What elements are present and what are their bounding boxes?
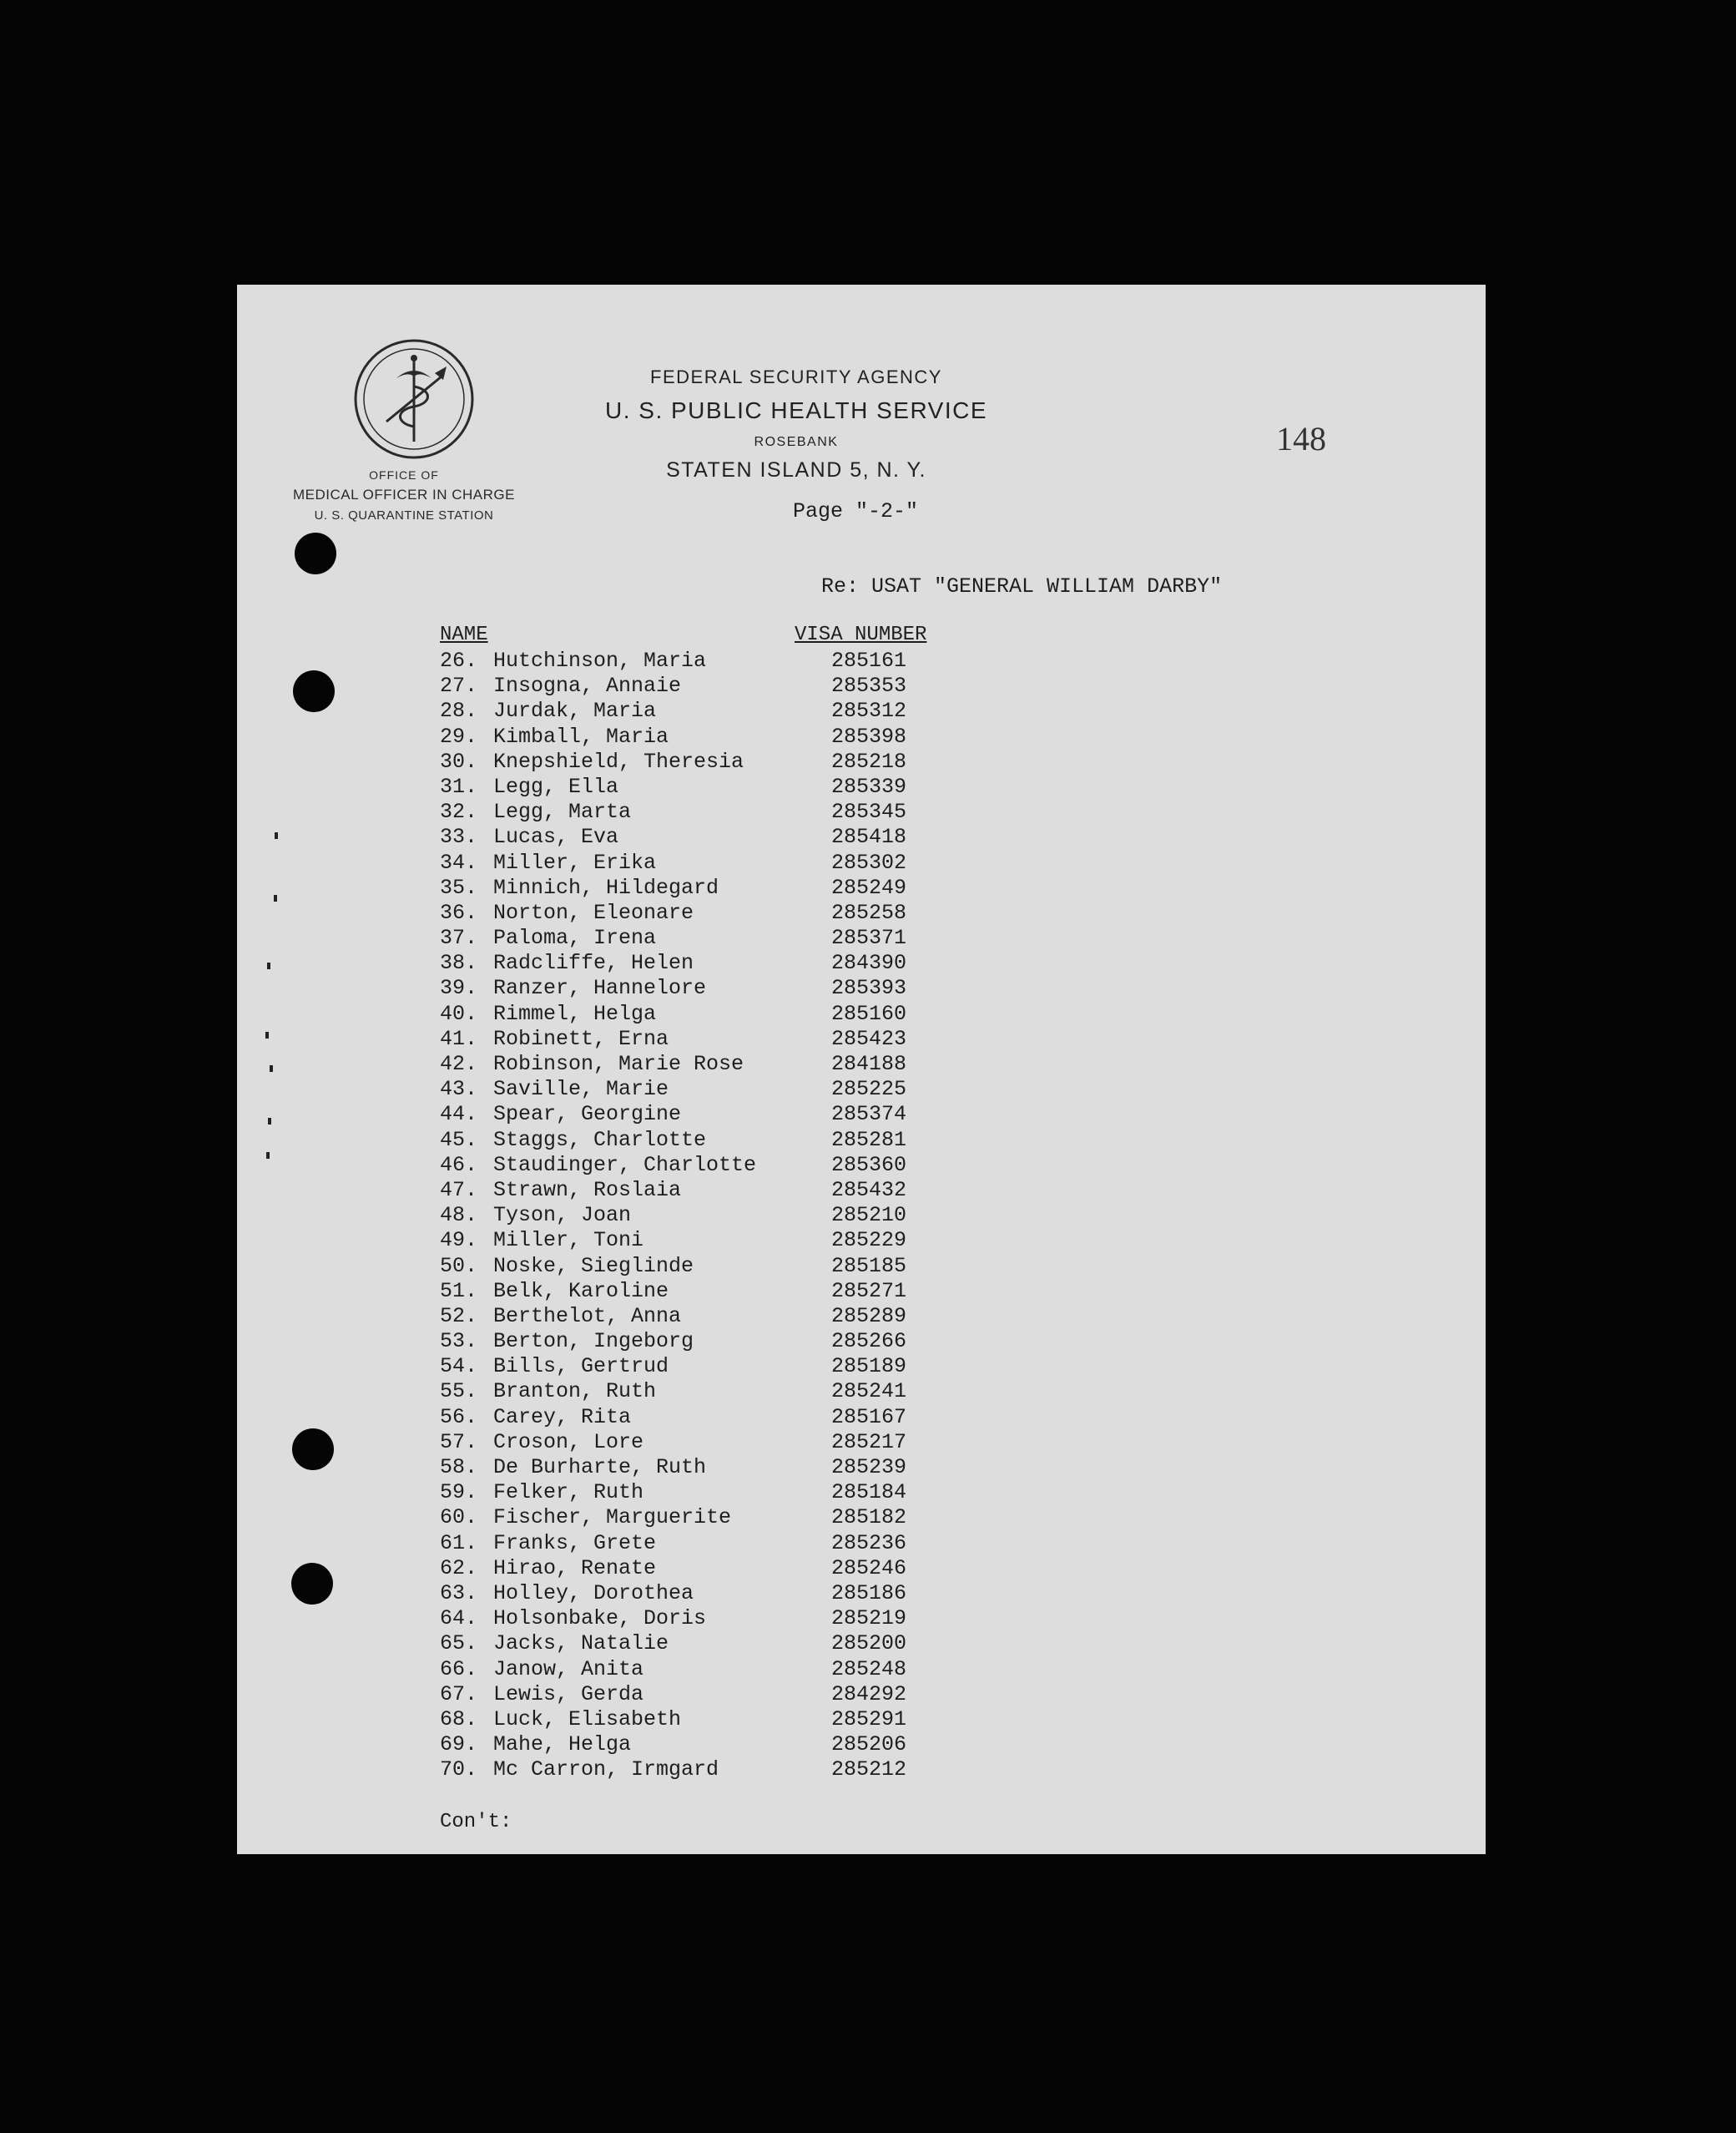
list-item — [440, 976, 907, 1001]
entry-name: Branton, Ruth — [493, 1379, 657, 1404]
service-heading: U. S. PUBLIC HEALTH SERVICE — [604, 397, 988, 423]
entry-number: 61. — [440, 1530, 478, 1555]
entry-visa-number: 285291 — [831, 1706, 907, 1731]
list-item — [440, 1455, 907, 1480]
entry-visa-number: 285212 — [831, 1757, 907, 1782]
entry-visa-number: 285398 — [831, 724, 907, 749]
entry-number: 35. — [440, 875, 478, 900]
list-item — [440, 1656, 907, 1682]
entry-name: Paloma, Irena — [493, 926, 657, 951]
entry-number: 59. — [440, 1480, 478, 1505]
margin-tick — [268, 1118, 271, 1125]
entry-name: Lewis, Gerda — [493, 1681, 644, 1706]
entry-visa-number: 285266 — [831, 1329, 907, 1354]
list-item — [440, 1026, 907, 1052]
list-item — [440, 1253, 907, 1279]
entry-number: 37. — [440, 926, 478, 951]
list-item — [440, 1631, 907, 1656]
entry-name: Hutchinson, Maria — [493, 649, 707, 673]
city-heading: STATEN ISLAND 5, N. Y. — [666, 458, 926, 482]
office-line-3: U. S. QUARANTINE STATION — [314, 508, 494, 523]
entry-visa-number: 285185 — [831, 1253, 907, 1278]
entry-visa-number: 285200 — [831, 1631, 907, 1656]
agency-heading: FEDERAL SECURITY AGENCY — [650, 366, 942, 387]
entry-name: Jurdak, Maria — [493, 699, 657, 724]
entry-name: Kimball, Maria — [493, 724, 669, 749]
entry-name: Lucas, Eva — [493, 825, 619, 850]
entry-visa-number: 285289 — [831, 1303, 907, 1328]
list-item — [440, 1177, 907, 1203]
entry-number: 30. — [440, 749, 478, 774]
entry-visa-number: 285229 — [831, 1228, 907, 1253]
page-number-stamp: 148 — [1276, 420, 1326, 457]
entry-name: Knepshield, Theresia — [493, 749, 744, 774]
entry-visa-number: 284292 — [831, 1681, 907, 1706]
entry-number: 44. — [440, 1102, 478, 1127]
list-item — [440, 1303, 907, 1329]
entry-number: 55. — [440, 1379, 478, 1404]
entry-visa-number: 285423 — [831, 1026, 907, 1051]
margin-tick — [274, 895, 277, 902]
list-item — [440, 1505, 907, 1530]
margin-tick — [270, 1065, 273, 1072]
entry-number: 39. — [440, 976, 478, 1001]
list-item — [440, 1228, 907, 1253]
list-item — [440, 674, 907, 699]
entry-visa-number: 285217 — [831, 1429, 907, 1454]
list-item — [440, 1329, 907, 1354]
entry-name: Rimmel, Helga — [493, 1001, 657, 1026]
entry-visa-number: 285167 — [831, 1404, 907, 1429]
entry-number: 43. — [440, 1077, 478, 1102]
list-item — [440, 1606, 907, 1631]
list-item — [440, 1379, 907, 1404]
entry-number: 70. — [440, 1757, 478, 1782]
entry-number: 47. — [440, 1177, 478, 1202]
entry-number: 56. — [440, 1404, 478, 1429]
entry-name: Fischer, Marguerite — [493, 1505, 732, 1530]
margin-tick — [275, 832, 278, 839]
list-item — [440, 1354, 907, 1379]
entry-number: 40. — [440, 1001, 478, 1026]
entry-name: Mahe, Helga — [493, 1732, 632, 1757]
entry-name: Legg, Ella — [493, 774, 619, 799]
entry-number: 27. — [440, 674, 478, 699]
punch-hole — [293, 670, 335, 712]
entry-visa-number: 285189 — [831, 1354, 907, 1379]
entry-name: Miller, Erika — [493, 850, 657, 875]
passenger-list — [440, 649, 907, 1782]
entry-visa-number: 285418 — [831, 825, 907, 850]
entry-visa-number: 285360 — [831, 1152, 907, 1177]
entry-name: Spear, Georgine — [493, 1102, 682, 1127]
entry-name: Radcliffe, Helen — [493, 951, 694, 976]
entry-number: 65. — [440, 1631, 478, 1656]
list-item — [440, 1152, 907, 1178]
list-item — [440, 1732, 907, 1757]
entry-visa-number: 285345 — [831, 800, 907, 825]
entry-number: 49. — [440, 1228, 478, 1253]
entry-visa-number: 285393 — [831, 976, 907, 1001]
entry-name: Tyson, Joan — [493, 1203, 632, 1228]
list-item — [440, 1706, 907, 1732]
entry-name: Legg, Marta — [493, 800, 632, 825]
entry-number: 45. — [440, 1127, 478, 1152]
entry-name: Franks, Grete — [493, 1530, 657, 1555]
entry-visa-number: 285160 — [831, 1001, 907, 1026]
list-item — [440, 1681, 907, 1707]
entry-visa-number: 285161 — [831, 649, 907, 673]
entry-visa-number: 285218 — [831, 749, 907, 774]
entry-number: 54. — [440, 1354, 478, 1379]
entry-number: 67. — [440, 1681, 478, 1706]
entry-visa-number: 285371 — [831, 926, 907, 951]
entry-number: 60. — [440, 1505, 478, 1530]
entry-visa-number: 285353 — [831, 674, 907, 699]
list-item — [440, 825, 907, 850]
office-line-1: OFFICE OF — [369, 468, 439, 482]
entry-visa-number: 285225 — [831, 1077, 907, 1102]
entry-name: Holsonbake, Doris — [493, 1606, 707, 1631]
entry-visa-number: 285184 — [831, 1480, 907, 1505]
column-header-visa: VISA NUMBER — [795, 624, 927, 646]
entry-number: 52. — [440, 1303, 478, 1328]
list-item — [440, 800, 907, 825]
seal-icon — [353, 338, 475, 460]
entry-visa-number: 285271 — [831, 1278, 907, 1303]
entry-number: 26. — [440, 649, 478, 673]
entry-name: Felker, Ruth — [493, 1480, 644, 1505]
entry-number: 62. — [440, 1555, 478, 1580]
entry-name: Berton, Ingeborg — [493, 1329, 694, 1354]
list-item — [440, 1555, 907, 1581]
entry-name: Staudinger, Charlotte — [493, 1152, 757, 1177]
office-block — [287, 466, 521, 526]
list-item — [440, 1203, 907, 1228]
punch-hole — [291, 1563, 333, 1605]
entry-name: Ranzer, Hannelore — [493, 976, 707, 1001]
entry-visa-number: 285182 — [831, 1505, 907, 1530]
entry-visa-number: 285281 — [831, 1127, 907, 1152]
entry-visa-number: 285312 — [831, 699, 907, 724]
entry-visa-number: 285219 — [831, 1606, 907, 1631]
entry-name: Hirao, Renate — [493, 1555, 657, 1580]
entry-visa-number: 285246 — [831, 1555, 907, 1580]
entry-visa-number: 285302 — [831, 850, 907, 875]
entry-visa-number: 285186 — [831, 1580, 907, 1605]
page-label: Page "-2-" — [793, 499, 919, 523]
list-item — [440, 749, 907, 775]
list-item — [440, 1001, 907, 1027]
entry-number: 50. — [440, 1253, 478, 1278]
entry-name: Mc Carron, Irmgard — [493, 1757, 719, 1782]
entry-name: Holley, Dorothea — [493, 1580, 694, 1605]
list-item — [440, 1580, 907, 1606]
entry-number: 34. — [440, 850, 478, 875]
entry-name: Berthelot, Anna — [493, 1303, 682, 1328]
entry-number: 53. — [440, 1329, 478, 1354]
entry-name: Minnich, Hildegard — [493, 875, 719, 900]
entry-number: 33. — [440, 825, 478, 850]
entry-number: 31. — [440, 774, 478, 799]
entry-visa-number: 285241 — [831, 1379, 907, 1404]
list-item — [440, 900, 907, 926]
punch-hole — [295, 533, 336, 574]
entry-name: Robinett, Erna — [493, 1026, 669, 1051]
entry-visa-number: 284188 — [831, 1052, 907, 1076]
margin-tick — [266, 1152, 270, 1159]
entry-name: Staggs, Charlotte — [493, 1127, 707, 1152]
list-item — [440, 1530, 907, 1556]
entry-name: Carey, Rita — [493, 1404, 632, 1429]
document-page — [237, 285, 1486, 1854]
column-header-name: NAME — [440, 624, 488, 646]
list-item — [440, 1404, 907, 1430]
entry-name: Janow, Anita — [493, 1656, 644, 1681]
list-item — [440, 1429, 907, 1455]
entry-name: Bills, Gertrud — [493, 1354, 669, 1379]
list-item — [440, 774, 907, 800]
entry-number: 48. — [440, 1203, 478, 1228]
entry-name: De Burharte, Ruth — [493, 1455, 707, 1479]
entry-number: 63. — [440, 1580, 478, 1605]
list-item — [440, 926, 907, 951]
entry-visa-number: 285248 — [831, 1656, 907, 1681]
entry-number: 46. — [440, 1152, 478, 1177]
entry-visa-number: 285206 — [831, 1732, 907, 1757]
entry-number: 28. — [440, 699, 478, 724]
list-item — [440, 1127, 907, 1153]
margin-tick — [267, 963, 270, 969]
continued-note: Con't: — [440, 1811, 512, 1833]
entry-visa-number: 285239 — [831, 1455, 907, 1479]
entry-number: 29. — [440, 724, 478, 749]
list-item — [440, 724, 907, 750]
list-item — [440, 1480, 907, 1505]
entry-name: Insogna, Annaie — [493, 674, 682, 699]
office-line-2: MEDICAL OFFICER IN CHARGE — [293, 487, 515, 503]
entry-visa-number: 285210 — [831, 1203, 907, 1228]
list-item — [440, 951, 907, 976]
entry-name: Norton, Eleonare — [493, 900, 694, 925]
entry-name: Belk, Karoline — [493, 1278, 669, 1303]
entry-visa-number: 285432 — [831, 1177, 907, 1202]
entry-number: 41. — [440, 1026, 478, 1051]
entry-name: Luck, Elisabeth — [493, 1706, 682, 1731]
subject-line: Re: USAT "GENERAL WILLIAM DARBY" — [821, 574, 1223, 599]
entry-visa-number: 285258 — [831, 900, 907, 925]
list-item — [440, 649, 907, 674]
entry-number: 66. — [440, 1656, 478, 1681]
rosebank-heading: ROSEBANK — [754, 435, 839, 449]
entry-name: Miller, Toni — [493, 1228, 644, 1253]
punch-hole — [292, 1428, 334, 1470]
list-item — [440, 1278, 907, 1304]
entry-number: 58. — [440, 1455, 478, 1479]
entry-number: 36. — [440, 900, 478, 925]
entry-name: Croson, Lore — [493, 1429, 644, 1454]
entry-visa-number: 285249 — [831, 875, 907, 900]
list-item — [440, 1102, 907, 1127]
list-item — [440, 1052, 907, 1077]
entry-number: 38. — [440, 951, 478, 976]
entry-number: 42. — [440, 1052, 478, 1076]
list-item — [440, 1077, 907, 1102]
list-item — [440, 699, 907, 724]
entry-number: 64. — [440, 1606, 478, 1631]
list-item — [440, 1757, 907, 1782]
entry-name: Saville, Marie — [493, 1077, 669, 1102]
entry-visa-number: 285339 — [831, 774, 907, 799]
entry-number: 69. — [440, 1732, 478, 1757]
entry-name: Robinson, Marie Rose — [493, 1052, 744, 1076]
entry-visa-number: 285374 — [831, 1102, 907, 1127]
entry-number: 51. — [440, 1278, 478, 1303]
entry-number: 32. — [440, 800, 478, 825]
entry-name: Jacks, Natalie — [493, 1631, 669, 1656]
entry-number: 57. — [440, 1429, 478, 1454]
entry-visa-number: 284390 — [831, 951, 907, 976]
entry-name: Noske, Sieglinde — [493, 1253, 694, 1278]
margin-tick — [265, 1032, 269, 1039]
list-item — [440, 875, 907, 901]
entry-name: Strawn, Roslaia — [493, 1177, 682, 1202]
entry-visa-number: 285236 — [831, 1530, 907, 1555]
list-item — [440, 850, 907, 876]
entry-number: 68. — [440, 1706, 478, 1731]
